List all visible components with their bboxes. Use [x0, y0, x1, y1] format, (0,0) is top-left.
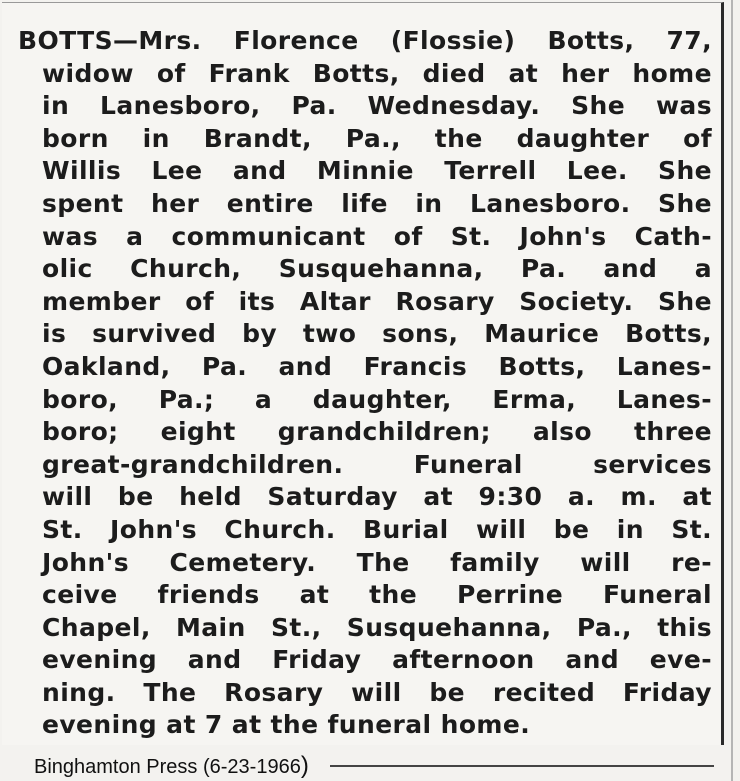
- obituary-line: ceive friends at the Perrine Funeral: [42, 580, 712, 610]
- obituary-line: ning. The Rosary will be recited Friday: [42, 677, 712, 707]
- obituary-text: [18, 25, 712, 742]
- obituary-line: Oakland, Pa. and Francis Botts, Lanes-: [42, 351, 712, 381]
- obituary-line: St. John's Church. Burial will be in St.: [42, 514, 712, 544]
- obituary-line: boro; eight grandchildren; also three: [42, 417, 712, 447]
- obituary-line: evening and Friday afternoon and eve-: [42, 645, 712, 675]
- obituary-line: boro, Pa.; a daughter, Erma, Lanes-: [42, 384, 712, 414]
- clipping-edge: [731, 0, 733, 781]
- obituary-line: Willis Lee and Minnie Terrell Lee. She: [42, 156, 712, 186]
- newspaper-clipping: [2, 2, 724, 745]
- obituary-line: will be held Saturday at 9:30 a. m. at: [42, 482, 712, 512]
- obituary-line: is survived by two sons, Maurice Botts,: [42, 319, 712, 349]
- source-caption-paren: ): [300, 752, 309, 779]
- obituary-line: Chapel, Main St., Susquehanna, Pa., this: [42, 612, 712, 642]
- obituary-line: spent her entire life in Lanesboro. She: [42, 188, 712, 218]
- obituary-line: BOTTS—Mrs. Florence (Flossie) Botts, 77,: [18, 26, 712, 55]
- obituary-line: great-grandchildren. Funeral services: [42, 449, 712, 479]
- source-caption: [34, 752, 309, 780]
- obituary-line: John's Cemetery. The family will re-: [42, 547, 712, 577]
- obituary-line: born in Brandt, Pa., the daughter of: [42, 123, 712, 153]
- obituary-line: evening at 7 at the funeral home.: [42, 710, 531, 740]
- obituary-line: in Lanesboro, Pa. Wednesday. She was: [42, 91, 712, 121]
- obituary-line: member of its Altar Rosary Society. She: [42, 286, 712, 316]
- caption-divider: [330, 765, 714, 767]
- obituary-line: widow of Frank Botts, died at her home: [42, 58, 712, 88]
- source-caption-text: Binghamton Press (6-23-1966: [34, 756, 301, 778]
- obituary-line: olic Church, Susquehanna, Pa. and a: [42, 254, 712, 284]
- obituary-line: was a communicant of St. John's Cath-: [42, 221, 712, 251]
